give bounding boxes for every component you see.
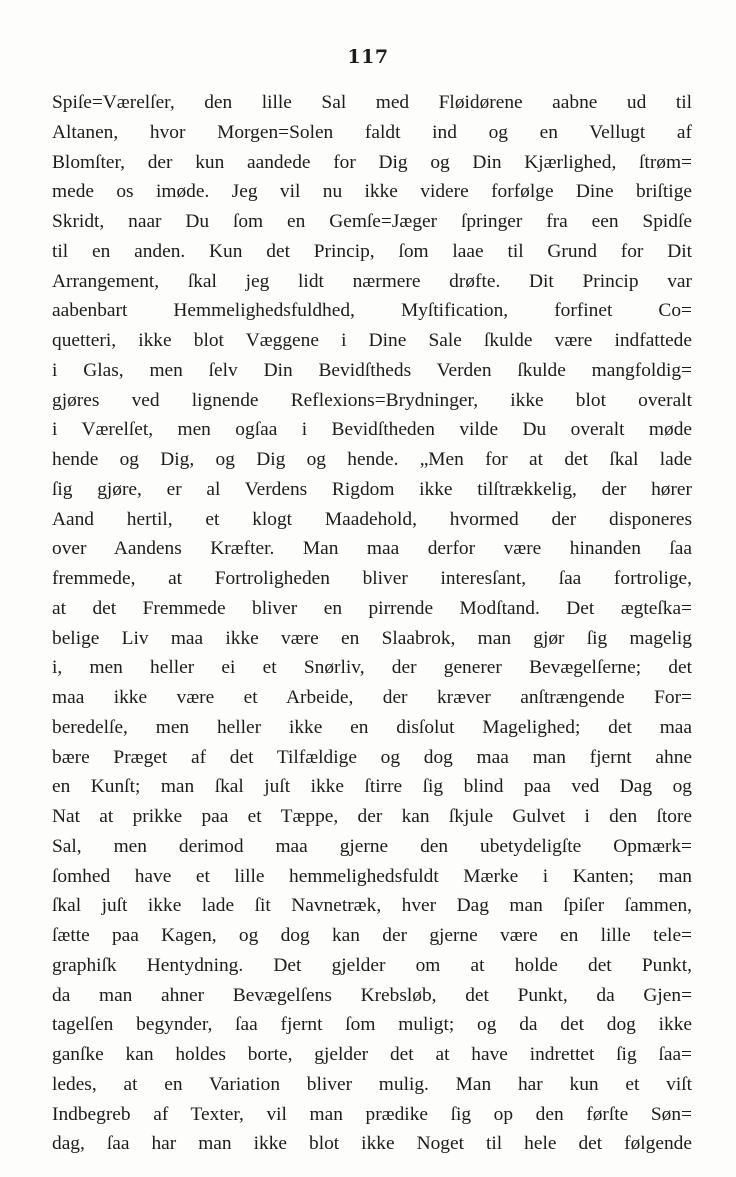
- text-line: mede os imøde. Jeg vil nu ikke videre forfølge Dine briſtige: [52, 181, 692, 203]
- text-line: i Glas, men ſelv Din Bevidſthеds Verden ſkulde mangfoldig=: [52, 359, 692, 381]
- text-line: Sal, men derimod maa gjerne den ubetydeligſte Opmærk=: [52, 835, 692, 857]
- text-line: dag, ſaa har man ikke blot ikke Noget til hele det følgende: [52, 1133, 692, 1155]
- text-line: ſomhed have et lille hemmelighedsfuldt Mærke i Kanten; man: [52, 865, 692, 887]
- text-line: graphiſk Hentydning. Det gjelder om at holde det Punkt,: [52, 954, 692, 976]
- text-line: at det Fremmede bliver en pirrende Modſtand. Det ægteſka=: [52, 597, 692, 619]
- text-line: maa ikke være et Arbeide, der kræver anſtrængende For=: [52, 687, 692, 708]
- text-line: fremmede, at Fortroligheden bliver interesſant, ſaa fortrolige,: [52, 568, 692, 589]
- text-line: Arrangement, ſkal jeg lidt nærmere drøfte. Dit Princip var: [52, 270, 692, 292]
- text-line: Altanen, hvor Morgen=Solen faldt ind og en Vellugt af: [52, 121, 692, 143]
- text-line: Skridt, naar Du ſom en Gemſe=Jæger ſpringer fra een Spidſe: [52, 211, 692, 232]
- text-line: Aand hertil, et klogt Maadehold, hvormed der disponeres: [52, 508, 692, 530]
- text-line: quetteri, ikke blot Væggene i Dine Sale ſkulde være indfattede: [52, 330, 692, 351]
- text-line: ledes, at en Variation bliver mulig. Man har kun et viſt: [52, 1073, 692, 1095]
- text-line: Indbegreb af Texter, vil man prædike ſig op den førſte Søn=: [52, 1103, 692, 1125]
- text-line: Blomſter, der kun aandede for Dig og Din Kjærlighed, ſtrøm=: [52, 151, 692, 173]
- text-line: ſig gjøre, er al Verdens Rigdom ikke tilſtrækkelig, der hører: [52, 478, 692, 500]
- text-line: ſætte paa Kagen, og dog kan der gjerne være en lille tele=: [52, 925, 692, 946]
- text-line: da man ahner Bevægelſens Krebsløb, det Punkt, da Gjen=: [52, 984, 692, 1006]
- text-line: i, men heller ei et Snørliv, der generer Bevægelſerne; det: [52, 657, 692, 679]
- text-line: Spiſe=Værelſer, den lille Sal med Fløidørene aabne ud til: [52, 92, 692, 113]
- text-line: bære Præget af det Tilfældige og dog maa man fjernt ahne: [52, 746, 692, 768]
- page-number: 117: [347, 46, 389, 68]
- text-line: belige Liv maa ikke være en Slaabrok, man gjør ſig magelig: [52, 627, 692, 649]
- text-line: tagelſen begynder, ſaa fjernt ſom muligt; og da det dog ikke: [52, 1014, 692, 1036]
- text-line: i Værelſet, men ogſaa i Bevidſtheden vilde Du overalt møde: [52, 419, 692, 441]
- text-line: over Aandens Kræfter. Man maa derfor være hinanden ſaa: [52, 538, 692, 560]
- text-line: gjøres ved lignende Reflexions=Brydninger, ikke blot overalt: [52, 389, 692, 411]
- text-line: Nat at prikke paa et Tæppe, der kan ſkjule Gulvet i den ſtore: [52, 806, 692, 827]
- text-line: hende og Dig, og Dig og hende. „Men for at det ſkal lade: [52, 449, 692, 470]
- text-line: ſkal juſt ikke lade ſit Navnetræk, hver Dag man ſpiſer ſammen,: [52, 895, 692, 917]
- text-line: til en anden. Kun det Princip, ſom laae til Grund for Dit: [52, 240, 692, 262]
- text-line: beredelſe, men heller ikke en disſolut Magelighed; det maa: [52, 716, 692, 738]
- text-line: ganſke kan holdes borte, gjelder det at have indrettet ſig ſaa=: [52, 1044, 692, 1065]
- text-line: aabenbart Hemmelighedsfuldhed, Myſtification, forfinet Co=: [52, 300, 692, 322]
- body-text: [52, 88, 692, 1159]
- text-line: en Kunſt; man ſkal juſt ikke ſtirre ſig blind paa ved Dag og: [52, 776, 692, 798]
